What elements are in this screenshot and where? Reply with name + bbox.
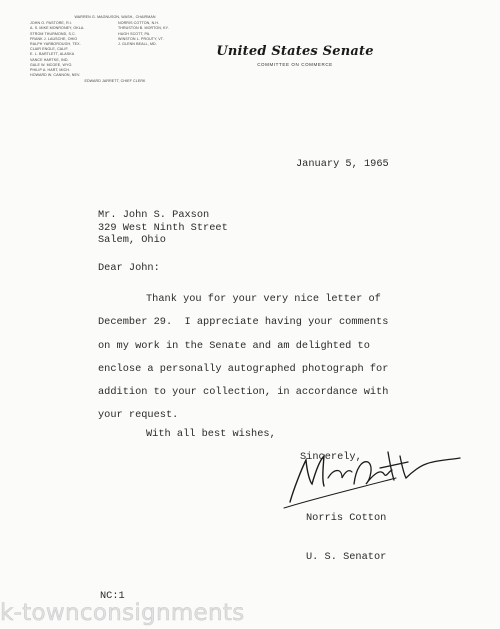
committee-member: VANCE HARTKE, IND. [30, 57, 69, 62]
committee-member: THRUSTON B. MORTON, KY. [118, 26, 169, 31]
committee-member: FRANK J. LAUSCHE, OHIO [30, 36, 78, 41]
address-line: Salem, Ohio [98, 234, 166, 246]
committee-member: HUGH SCOTT, PA. [118, 31, 151, 36]
committee-member-list [30, 15, 200, 85]
signer-block [306, 486, 386, 590]
committee-member: NORRIS COTTON, N.H. [118, 21, 160, 26]
letter-date: January 5, 1965 [296, 158, 389, 170]
committee-member: A. S. MIKE MONRONEY, OKLA. [30, 26, 85, 31]
committee-member: GALE W. MCGEE, WYO. [30, 62, 73, 67]
body-line: December 29. I appreciate having your comments [98, 316, 389, 329]
letter-body [98, 288, 388, 428]
closing-line: With all best wishes, [146, 428, 276, 440]
salutation: Dear John: [98, 262, 160, 274]
committee-member: PHILIP A. HART, MICH. [30, 68, 71, 73]
typist-initials: NC:1 [100, 590, 125, 602]
body-line: your request. [98, 409, 179, 422]
committee-name: COMMITTEE ON COMMERCE [257, 62, 333, 67]
members-left-column [30, 21, 112, 78]
signer-name: Norris Cotton [306, 512, 387, 524]
signoff: Sincerely, [300, 451, 362, 463]
members-right-column [118, 21, 200, 78]
watermark: k-townconsignments [0, 600, 245, 626]
letterhead-title: United States Senate [216, 44, 374, 59]
committee-member: CLAIR ENGLE, CALIF. [30, 47, 69, 52]
signer-title: U. S. Senator [306, 551, 387, 563]
body-line: enclose a personally autographed photograph for [98, 362, 389, 375]
committee-member: RALPH YARBOROUGH, TEX. [30, 42, 81, 47]
committee-member: STROM THURMOND, S.C. [30, 31, 76, 36]
body-line: on my work in the Senate and am delighted to [98, 339, 370, 352]
committee-member: E. L. BARTLETT, ALASKA [30, 52, 75, 57]
committee-member: WINSTON L. PROUTY, VT. [118, 36, 164, 41]
recipient-address [98, 209, 228, 247]
address-line: Mr. John S. Paxson [98, 209, 210, 221]
body-line: Thank you for your very nice letter of [146, 293, 381, 305]
body-line: addition to your collection, in accordance with [98, 386, 389, 399]
chief-clerk: EDWARD JARRETT, CHIEF CLERK [84, 79, 146, 84]
committee-member: J. GLENN BEALL, MD. [118, 42, 157, 47]
committee-member: HOWARD W. CANNON, NEV. [30, 73, 81, 78]
committee-member: JOHN O. PASTORE, R.I. [30, 21, 73, 26]
committee-chairman: WARREN G. MAGNUSON, WASH., CHAIRMAN [74, 15, 156, 19]
address-line: 329 West Ninth Street [98, 221, 228, 234]
